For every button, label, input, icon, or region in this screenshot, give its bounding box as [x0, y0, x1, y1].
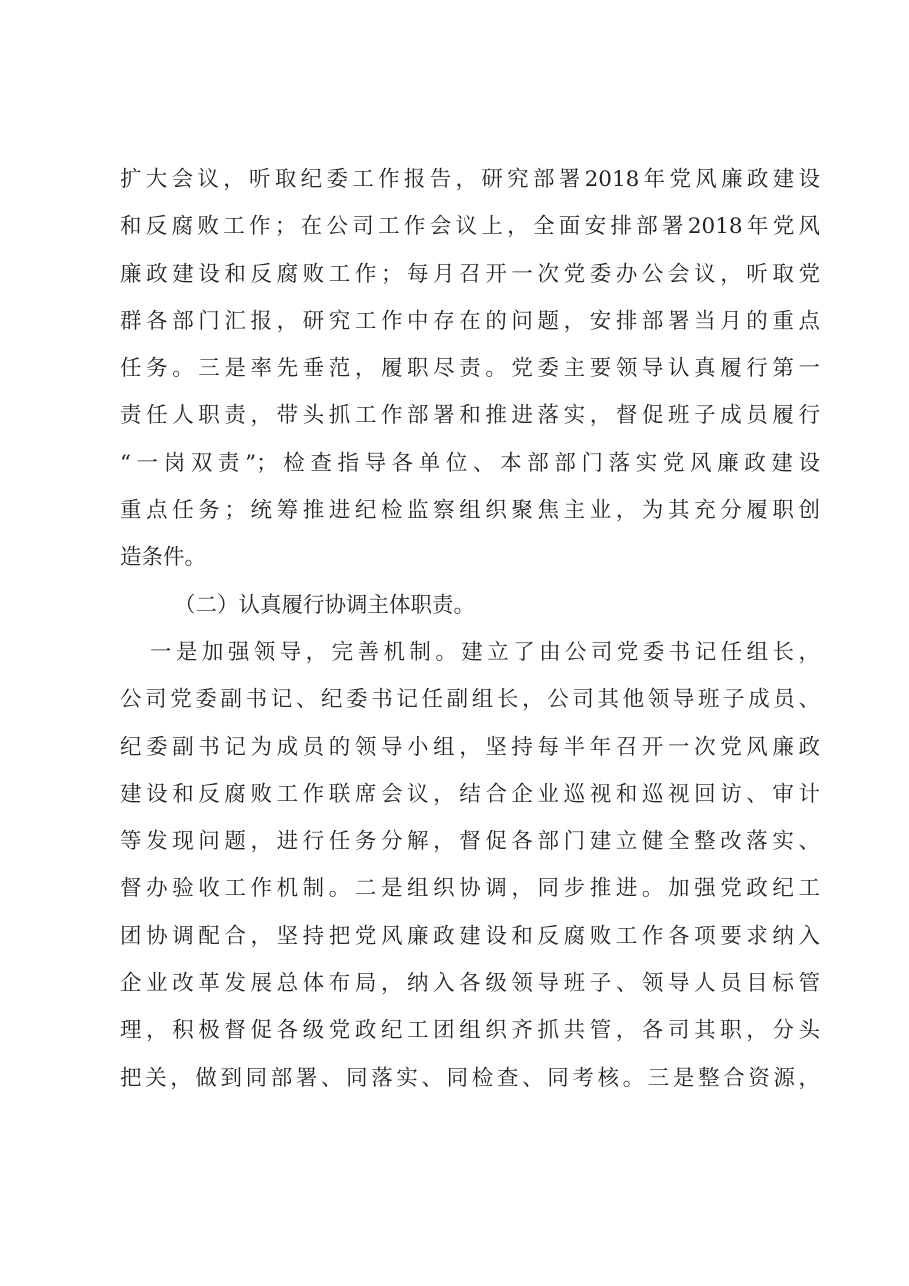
- text-line-1: 扩大会议，听取纪委工作报告，研究部署2018年党风廉政建设: [120, 167, 820, 192]
- text-line-11: 一是加强领导，完善机制。建立了由公司党委书记任组长，: [150, 639, 820, 665]
- text-line-5: 任务。三是率先垂范，履职尽责。党委主要领导认真履行第一: [120, 356, 820, 382]
- text-line-2: 和反腐败工作；在公司工作会议上，全面安排部署2018年党风: [120, 214, 820, 240]
- text-line-7: “一岗双责”；检查指导各单位、本部部门落实党风廉政建设: [120, 450, 820, 476]
- text-line-15: 等发现问题，进行任务分解，督促各部门建立健全整改落实、: [120, 829, 820, 855]
- text-line-14: 建设和反腐败工作联席会议，结合企业巡视和巡视回访、审计: [120, 781, 820, 807]
- text-line-17: 团协调配合，坚持把党风廉政建设和反腐败工作各项要求纳入: [120, 923, 820, 949]
- text-line-9: 造条件。: [120, 545, 207, 571]
- text-line-4: 群各部门汇报，研究工作中存在的问题，安排部署当月的重点: [120, 308, 820, 334]
- text-line-12: 公司党委副书记、纪委书记任副组长，公司其他领导班子成员、: [120, 687, 820, 713]
- text-line-3: 廉政建设和反腐败工作；每月召开一次党委办公会议，听取党: [120, 261, 820, 287]
- text-line-20: 把关，做到同部署、同落实、同检查、同考核。三是整合资源，: [120, 1065, 820, 1091]
- text-line-19: 理，积极督促各级党政纪工团组织齐抓共管，各司其职，分头: [120, 1018, 820, 1044]
- section-heading: （二）认真履行协调主体职责。: [174, 592, 476, 618]
- text-line-18: 企业改革发展总体布局，纳入各级领导班子、领导人员目标管: [120, 971, 820, 997]
- text-line-6: 责任人职责，带头抓工作部署和推进落实，督促班子成员履行: [120, 403, 820, 429]
- text-line-13: 纪委副书记为成员的领导小组，坚持每半年召开一次党风廉政: [120, 734, 820, 760]
- text-line-16: 督办验收工作机制。二是组织协调，同步推进。加强党政纪工: [120, 876, 820, 902]
- text-line-8: 重点任务；统筹推进纪检监察组织聚焦主业，为其充分履职创: [120, 498, 820, 524]
- body-text: [120, 156, 820, 1102]
